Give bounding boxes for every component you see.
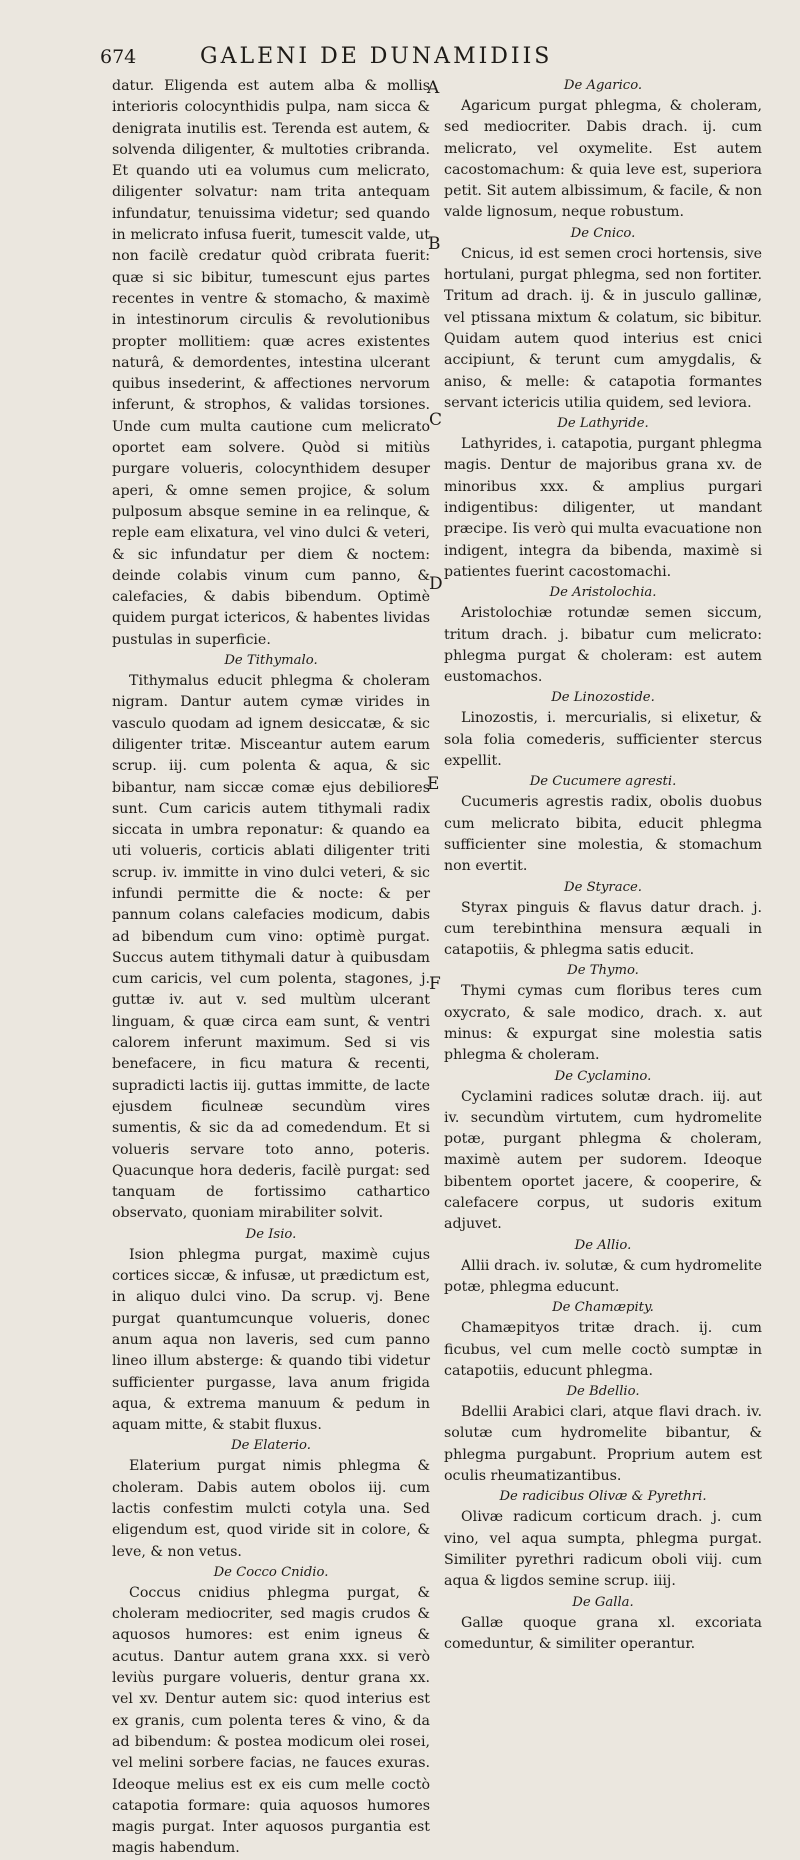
section-heading: De Cyclamino. <box>554 1068 652 1084</box>
page-number: 674 <box>100 46 137 68</box>
section-heading: De Galla. <box>572 1594 634 1610</box>
paragraph: Gallæ quoque grana xl. excoriata comeduntur, & similiter operantur. <box>444 1614 762 1652</box>
section-heading: De Linozostide. <box>551 690 655 706</box>
paragraph: Ision phlegma purgat, maximè cujus cortices siccæ, & infusæ, ut prædictum est, in aliquo dulci vino. Da scrup. vj. Bene purgat quantumcunque volueris, donec anum aqua non laveris, sed cum panno lineo illum absterge: & quando tibi videtur sufficienter purgasse, lava anum frigida aqua, & extrema manuum & pedum in aquam mitte, & stabit fluxus. <box>112 1246 430 1434</box>
section-heading: De Bdellio. <box>566 1384 640 1400</box>
margin-letter-c: C <box>429 410 443 430</box>
section-heading: De Cucumere agresti. <box>529 774 677 790</box>
paragraph: Coccus cnidius phlegma purgat, & choleram mediocriter, sed magis crudos & aquosos humores: est enim igneus & acutus. Dantur autem grana xxx. si verò leviùs purgare volueris, dentur grana xx. vel xv. Dentur autem sic: quod interius est ex granis, cum polenta teres & vino, & da ad bibendum: & postea modicum olei rosei, vel melini sorbere facias, ne fauces exuras. Ideoque melius est ex eis cum melle coctò catapotia formare: quia aquosos humores magis purgat. Inter aquosos purgantia est magis habendum. <box>112 1584 430 1857</box>
section-heading: De Styrace. <box>564 879 642 895</box>
margin-letter-e: E <box>427 774 440 794</box>
section-heading: De radicibus Olivæ & Pyrethri. <box>499 1489 707 1505</box>
page-header <box>100 44 720 72</box>
paragraph: Thymi cymas cum floribus teres cum oxycrato, & sale modico, drach. x. aut minus: & expurgat sine molestia satis phlegma & choleram. <box>444 983 762 1064</box>
section-heading: De Tithymalo. <box>224 653 318 669</box>
paragraph: Elaterium purgat nimis phlegma & choleram. Dabis autem obolos iij. cum lactis confestim mulcti cotyla una. Sed eligendum est, quod viride sit in colore, & leve, & non vetus. <box>112 1458 430 1560</box>
paragraph: Cucumeris agrestis radix, obolis duobus cum melicrato bibita, educit phlegma sufficienter sine molestia, & stomachum non evertit. <box>444 794 762 875</box>
running-title: GALENI DE DUNAMIDIIS <box>200 44 553 69</box>
paragraph: Bdellii Arabici clari, atque flavi drach. iv. solutæ cum hydromelite bibantur, & phlegma purgabunt. Proprium autem est oculis rheumatizantibus. <box>444 1404 762 1485</box>
section-heading: De Lathyride. <box>557 416 649 432</box>
section-heading: De Cocco Cnidio. <box>213 1564 329 1580</box>
section-heading: De Agarico. <box>563 78 643 93</box>
paragraph: Allii drach. iv. solutæ, & cum hydromelite potæ, phlegma educunt. <box>444 1257 762 1295</box>
margin-letter-b: B <box>428 234 441 254</box>
paragraph: Cyclamini radices solutæ drach. iij. aut iv. secundùm virtutem, cum hydromelite potæ, purgant phlegma & choleram, maximè autem per sudorem. Ideoque bibentem oportet jacere, & cooperire, & calefacere corpus, ut sudoris exitum adjuvet. <box>444 1088 762 1233</box>
section-heading: De Cnico. <box>570 225 636 241</box>
section-heading: De Chamæpity. <box>552 1300 654 1316</box>
paragraph: Aristolochiæ rotundæ semen siccum, tritum drach. j. bibatur cum melicrato: phlegma purgat & choleram: est autem eustomachos. <box>444 605 762 686</box>
section-heading: De Thymo. <box>567 963 639 979</box>
paragraph: Tithymalus educit phlegma & choleram nigram. Dantur autem cymæ virides in vasculo quodam ad ignem desiccatæ, & sic diligenter tritæ. Misceantur autem earum scrup. iij. cum polenta & aqua, & sic bibantur, nam siccæ comæ ejus debiliores sunt. Cum caricis autem tithymali radix siccata in umbra reponatur: & quando ea uti volueris, corticis ablati diligenter triti scrup. iv. immitte in vino dulci veteri, & sic infundi permitte die & nocte: & per pannum colans calefacies modicum, dabis ad bibendum cum vino: optimè purgat. Succus autem tithymali datur à quibusdam cum caricis, vel cum polenta, stagones, j. guttæ iv. aut v. sed multùm ulcerant linguam, & quæ circa eam sunt, & ventri calorem inferunt maximum. Sed si vis benefacere, in ficu matura & recenti, supradicti lactis iij. guttas immitte, de lacte ejusdem ficulneæ secundùm vires sumentis, & sic da ad comedendum. Et si volueris servare toto anno, poteris. Quacunque hora dederis, facilè purgat: sed tanquam de fortissimo cathartico observato, quoniam mirabiliter solvit. <box>112 673 430 1222</box>
section-heading: De Elaterio. <box>231 1438 311 1454</box>
left-column <box>112 76 430 1857</box>
section-heading: De Allio. <box>574 1237 632 1253</box>
section-heading: De Isio. <box>245 1226 297 1242</box>
paragraph: Cnicus, id est semen croci hortensis, sive hortulani, purgat phlegma, sed non fortiter. Tritum ad drach. ij. & in jusculo gallinæ, vel ptissana mixtum & colatum, sic bibitur. Quidam autem quod interius est cnici accipiunt, & terunt cum amygdalis, & aniso, & melle: & catapotia formantes servant ictericis utilia quidem, sed leviora. <box>444 245 762 411</box>
paragraph: Olivæ radicum corticum drach. j. cum vino, vel aqua sumpta, phlegma purgat. Similiter pyrethri radicum oboli viij. cum aqua & ligdos semine scrup. iiij. <box>444 1509 762 1590</box>
section-heading: De Aristolochia. <box>549 585 657 601</box>
paragraph: datur. Eligenda est autem alba & mollis interioris colocynthidis pulpa, nam sicca & denigrata inutilis est. Terenda est autem, & solvenda diligenter, & multoties cribranda. Et quando uti ea volumus cum melicrato, diligenter solvatur: nam trita antequam infundatur, tenuissima videtur; sed quando in melicrato infusa fuerit, tumescit valde, ut non facilè credatur quòd cribrata fuerit: quæ si sic bibitur, tumescunt ejus partes recentes in ventre & stomacho, & maximè in intestinorum circulis & revolutionibus propter mollitiem: quæ acres existentes naturâ, & demordentes, intestina ulcerant quibus insederint, & affectiones nervorum inferunt, & strophos, & validas torsiones. Unde cum multa cautione cum melicrato oportet eam solvere. Quòd si mitiùs purgare volueris, colocynthidem desuper aperi, & omne semen projice, & solum pulposum absque semine in ea relinque, & reple eam elixatura, vel vino dulci & veteri, & sic infundatur per diem & noctem: deinde colabis vinum cum panno, & calefacies, & dabis bibendum. Optimè quidem purgat ictericos, & habentes lividas pustulas in superficie. <box>112 78 430 648</box>
paragraph: Linozostis, i. mercurialis, si elixetur, & sola folia comederis, sufficienter stercus expellit. <box>444 710 762 770</box>
right-column <box>444 76 762 1652</box>
margin-letter-a: A <box>427 78 440 98</box>
paragraph: Styrax pinguis & flavus datur drach. j. cum terebinthina mensura æquali in catapotiis, & phlegma satis educit. <box>444 899 762 959</box>
margin-letter-d: D <box>429 574 443 594</box>
paragraph: Chamæpityos tritæ drach. ij. cum ficubus, vel cum melle coctò sumptæ in catapotiis, educunt phlegma. <box>444 1320 762 1379</box>
paragraph: Lathyrides, i. catapotia, purgant phlegma magis. Dentur de majoribus grana xv. de minoribus xxx. & amplius purgari indigentibus: diligenter, ut mandant præcipe. Iis verò qui multa evacuatione non indigent, integra da bibenda, maximè si patientes fuerint cacostomachi. <box>444 436 762 580</box>
paragraph: Agaricum purgat phlegma, & choleram, sed mediocriter. Dabis drach. ij. cum melicrato, vel oxymelite. Est autem cacostomachum: & quia leve est, superiora petit. Sit autem albissimum, & facile, & non valde lignosum, neque robustum. <box>444 98 762 221</box>
margin-letter-f: F <box>429 974 441 994</box>
